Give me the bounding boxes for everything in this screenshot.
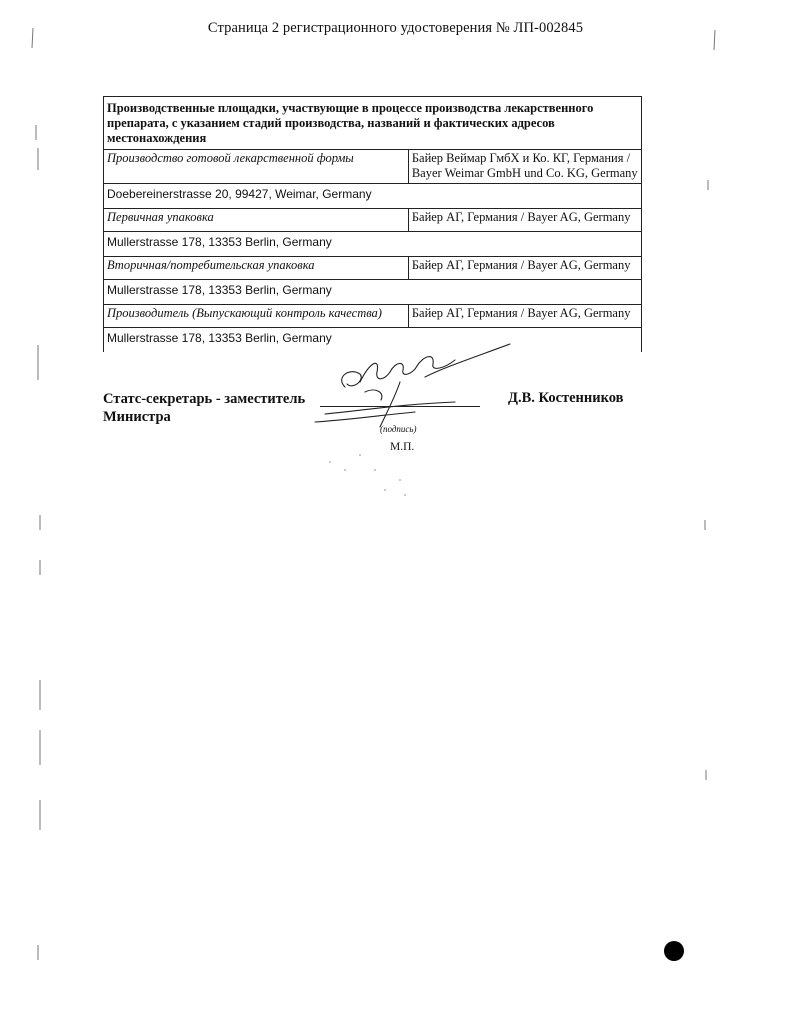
organization-cell: Байер АГ, Германия / Bayer AG, Germany <box>408 305 641 328</box>
address-cell: Mullerstrasse 178, 13353 Berlin, Germany <box>104 280 642 305</box>
address-row <box>104 232 642 257</box>
table-heading-row <box>104 97 642 150</box>
stamp-label: М.П. <box>390 441 415 453</box>
address-row <box>104 184 642 209</box>
stage-cell: Вторичная/потребительская упаковка <box>104 257 409 280</box>
hole-punch-dot <box>664 941 684 961</box>
organization-cell: Байер АГ, Германия / Bayer AG, Germany <box>408 257 641 280</box>
table-row <box>104 305 642 328</box>
signer-name: Д.В. Костенников <box>508 390 624 406</box>
address-cell: Mullerstrasse 178, 13353 Berlin, Germany <box>104 328 642 353</box>
stage-cell: Первичная упаковка <box>104 209 409 232</box>
table-heading: Производственные площадки, участвующие в процессе производства лекарственного препарата, с указанием стадий производства, названий и фактических адресов местонахождения <box>104 97 642 150</box>
table-row <box>104 150 642 184</box>
signature-caption: (подпись) <box>380 424 417 434</box>
production-sites-table <box>103 96 642 352</box>
address-cell: Doebereinerstrasse 20, 99427, Weimar, Germany <box>104 184 642 209</box>
signer-title <box>103 390 323 426</box>
stage-cell: Производитель (Выпускающий контроль качества) <box>104 305 409 328</box>
table-row <box>104 209 642 232</box>
table-row <box>104 257 642 280</box>
signer-title-line1: Статс-секретарь - заместитель <box>103 391 306 407</box>
address-row <box>104 280 642 305</box>
signature-line <box>320 406 480 407</box>
stage-cell: Производство готовой лекарственной формы <box>104 150 409 184</box>
signer-title-line2: Министра <box>103 409 171 425</box>
address-cell: Mullerstrasse 178, 13353 Berlin, Germany <box>104 232 642 257</box>
page-header: Страница 2 регистрационного удостоверения № ЛП-002845 <box>207 20 584 36</box>
organization-cell: Байер АГ, Германия / Bayer AG, Germany <box>408 209 641 232</box>
organization-cell: Байер Веймар ГмбХ и Ко. КГ, Германия / Bayer Weimar GmbH und Co. KG, Germany <box>408 150 641 184</box>
